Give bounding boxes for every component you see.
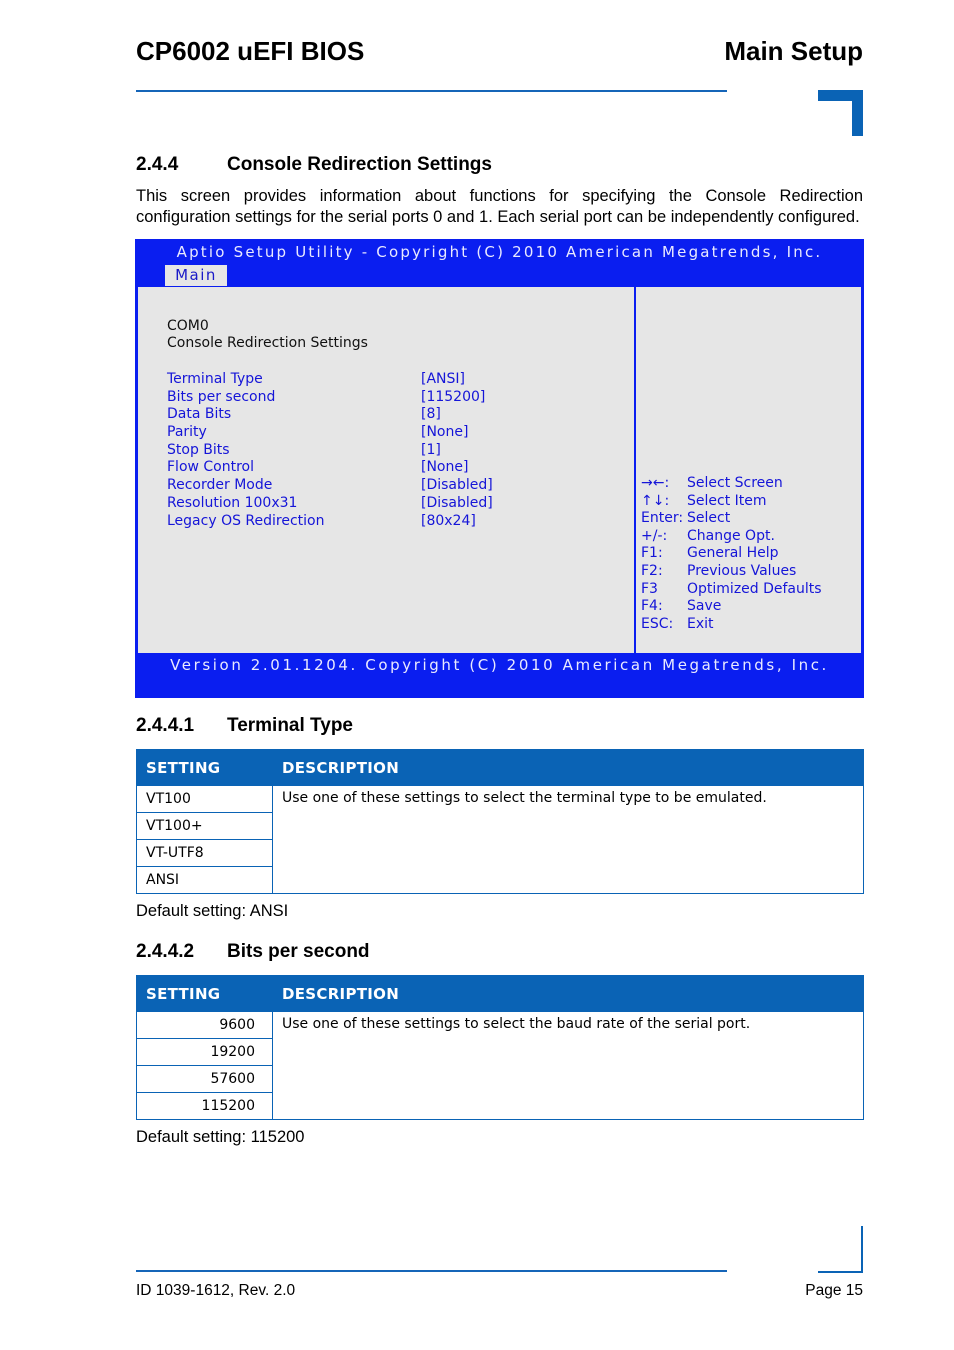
setting-option: 115200 xyxy=(137,1093,273,1120)
help-key: F1: xyxy=(641,545,663,562)
bios-settings-list xyxy=(167,371,527,530)
setting-value: [None] xyxy=(421,424,469,441)
help-key-row xyxy=(641,563,841,581)
help-key-action: Optimized Defaults xyxy=(687,580,822,597)
corner-mark-bottom xyxy=(818,1226,863,1273)
setting-value: [1] xyxy=(421,441,441,458)
bios-help-keys xyxy=(641,475,841,633)
setting-label: Data Bits xyxy=(167,406,232,423)
help-key-action: Select Screen xyxy=(687,475,783,491)
bios-setting-legacy-os-redirection[interactable] xyxy=(167,513,527,531)
setting-option: VT100 xyxy=(137,786,273,813)
help-key-row xyxy=(641,581,841,599)
help-key-row xyxy=(641,493,841,511)
help-key-row xyxy=(641,616,841,634)
terminal-type-table xyxy=(136,749,864,894)
page-number: Page 15 xyxy=(805,1282,863,1299)
help-key: ESC: xyxy=(641,615,674,632)
setting-value: [8] xyxy=(421,406,441,423)
setting-option: 19200 xyxy=(137,1039,273,1066)
help-key: F2: xyxy=(641,562,663,579)
arrow-left-right-icon: →←: xyxy=(641,475,670,491)
section-title: Main Setup xyxy=(724,36,863,66)
subsection-heading-bits-per-second xyxy=(136,941,370,963)
column-header-setting: SETTING xyxy=(137,976,273,1012)
help-key-action: Previous Values xyxy=(687,562,797,579)
bios-screen xyxy=(135,239,864,698)
table-row xyxy=(137,1012,864,1039)
setting-option: VT100+ xyxy=(137,813,273,840)
bios-setting-flow-control[interactable] xyxy=(167,459,527,477)
help-key-action: Select Item xyxy=(687,492,767,509)
subsection-number: 2.4.4.1 xyxy=(136,715,195,736)
intro-paragraph: This screen provides information about functions for specifying the Console Redirection configuration settings for the serial ports 0 and 1. Each serial port can be independently configured. xyxy=(136,187,863,226)
bios-footer-text: Version 2.01.1204. Copyright (C) 2010 American Megatrends, Inc. xyxy=(170,656,829,674)
setting-description: Use one of these settings to select the terminal type to be emulated. xyxy=(273,786,864,894)
bios-setting-terminal-type[interactable] xyxy=(167,371,527,389)
bios-body xyxy=(138,287,861,653)
help-key: +/-: xyxy=(641,527,668,544)
default-setting-terminal-type: Default setting: ANSI xyxy=(136,902,289,920)
setting-option: ANSI xyxy=(137,867,273,894)
column-header-description: DESCRIPTION xyxy=(273,750,864,786)
setting-label: Resolution 100x31 xyxy=(167,494,298,511)
setting-label: Recorder Mode xyxy=(167,477,273,494)
bios-setting-bits-per-second[interactable] xyxy=(167,389,527,407)
section-number: 2.4.4 xyxy=(136,154,179,175)
default-setting-bits-per-second: Default setting: 115200 xyxy=(136,1128,305,1146)
setting-value: [None] xyxy=(421,459,469,476)
setting-option: 9600 xyxy=(137,1012,273,1039)
bios-setting-parity[interactable] xyxy=(167,424,527,442)
bios-screen-title: Console Redirection Settings xyxy=(167,335,368,351)
help-key-row xyxy=(641,475,841,493)
help-key-action: Exit xyxy=(687,615,714,632)
setting-option: VT-UTF8 xyxy=(137,840,273,867)
subsection-title: Terminal Type xyxy=(227,715,353,736)
setting-label: Terminal Type xyxy=(167,371,263,387)
section-heading xyxy=(136,154,492,176)
setting-value: [115200] xyxy=(421,388,486,405)
setting-description: Use one of these settings to select the baud rate of the serial port. xyxy=(273,1012,864,1120)
bios-divider xyxy=(634,287,636,653)
bios-setting-resolution[interactable] xyxy=(167,495,527,513)
setting-value: [Disabled] xyxy=(421,477,493,494)
header-rule xyxy=(136,90,727,92)
bios-setting-stop-bits[interactable] xyxy=(167,442,527,460)
help-key: F3 xyxy=(641,580,658,597)
help-key-action: General Help xyxy=(687,545,779,562)
section-heading-text: Console Redirection Settings xyxy=(227,154,492,175)
subsection-heading-terminal-type xyxy=(136,715,353,737)
footer-rule xyxy=(136,1270,727,1272)
setting-label: Legacy OS Redirection xyxy=(167,512,325,529)
column-header-description: DESCRIPTION xyxy=(273,976,864,1012)
bios-port-label: COM0 xyxy=(167,318,209,334)
document-id: ID 1039-1612, Rev. 2.0 xyxy=(136,1282,296,1299)
setting-value: [ANSI] xyxy=(421,371,465,387)
document-title: CP6002 uEFI BIOS xyxy=(136,36,365,66)
help-key-row xyxy=(641,510,841,528)
bios-setting-recorder-mode[interactable] xyxy=(167,477,527,495)
help-key-action: Save xyxy=(687,598,722,615)
help-key-row xyxy=(641,545,841,563)
help-key-action: Select xyxy=(687,510,731,527)
setting-label: Stop Bits xyxy=(167,441,230,458)
setting-option: 57600 xyxy=(137,1066,273,1093)
help-key: F4: xyxy=(641,598,663,615)
subsection-number: 2.4.4.2 xyxy=(136,941,195,962)
setting-value: [Disabled] xyxy=(421,494,493,511)
column-header-setting: SETTING xyxy=(137,750,273,786)
setting-label: Flow Control xyxy=(167,459,255,476)
subsection-title: Bits per second xyxy=(227,941,370,962)
bits-per-second-table xyxy=(136,975,864,1120)
bios-header-text: Aptio Setup Utility - Copyright (C) 2010 American Megatrends, Inc. xyxy=(176,243,823,261)
help-key-row xyxy=(641,528,841,546)
bios-setting-data-bits[interactable] xyxy=(167,406,527,424)
table-row xyxy=(137,786,864,813)
help-key-action: Change Opt. xyxy=(687,527,775,544)
help-key-row xyxy=(641,598,841,616)
setting-value: [80x24] xyxy=(421,512,476,529)
arrow-up-down-icon: ↑↓: xyxy=(641,492,670,509)
setting-label: Bits per second xyxy=(167,388,276,405)
corner-mark-top xyxy=(818,90,863,136)
setting-label: Parity xyxy=(167,424,207,441)
help-key: Enter: xyxy=(641,510,684,527)
bios-tab-main[interactable]: Main xyxy=(165,265,227,286)
